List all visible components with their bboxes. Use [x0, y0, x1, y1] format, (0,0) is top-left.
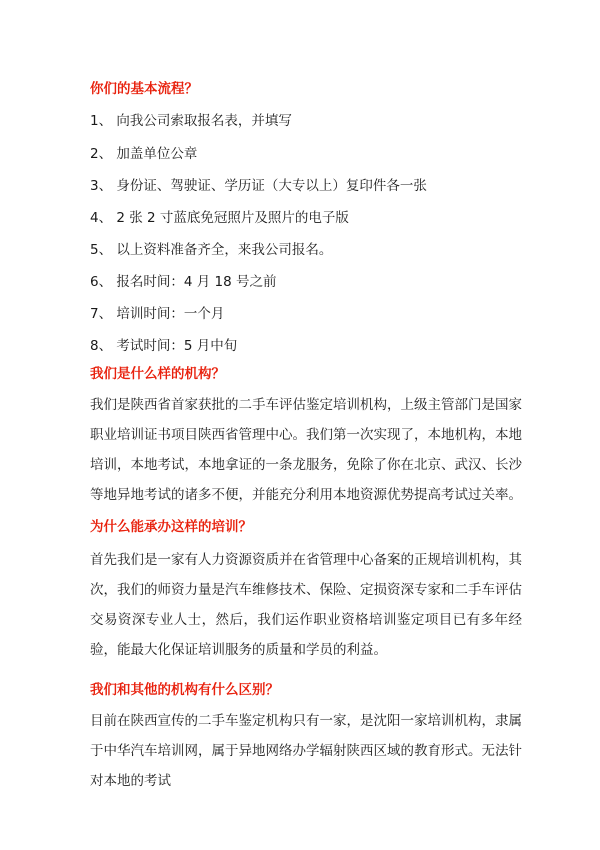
process-step-2: 2、 加盖单位公章 [90, 146, 198, 162]
section-body-difference: 目前在陕西宣传的二手车鉴定机构只有一家，是沈阳一家培训机构，隶属于中华汽车培训网，属于异地网络办学辐射陕西区域的教育形式。无法针对本地的考试 [90, 713, 522, 789]
section-heading-difference: 我们和其他的机构有什么区别？ [90, 682, 279, 698]
process-step-7: 7、 培训时间：一个月 [90, 306, 225, 322]
process-step-3: 3、 身份证、驾驶证、学历证（大专以上）复印件各一张 [90, 178, 427, 194]
process-step-5: 5、 以上资料准备齐全，来我公司报名。 [90, 242, 333, 258]
process-step-4: 4、 2 张 2 寸蓝底免冠照片及照片的电子版 [90, 210, 349, 226]
process-step-6: 6、 报名时间：4 月 18 号之前 [90, 274, 277, 290]
process-step-8: 8、 考试时间：5 月中旬 [90, 338, 238, 354]
section-heading-what-institution: 我们是什么样的机构？ [90, 366, 225, 382]
process-step-1: 1、 向我公司索取报名表，并填写 [90, 113, 292, 129]
section-heading-basic-process: 你们的基本流程？ [90, 81, 198, 97]
section-body-what-institution: 我们是陕西省首家获批的二手车评估鉴定培训机构，上级主管部门是国家职业培训证书项目陕西省管理中心。我们第一次实现了，本地机构，本地培训，本地考试，本地拿证的一条龙服务，免除了你在北京、武汉、长沙等地异地考试的诸多不便，并能充分利用本地资源优势提高考试过关率。 [90, 397, 522, 503]
section-heading-why-qualified: 为什么能承办这样的培训？ [90, 519, 252, 535]
section-body-why-qualified: 首先我们是一家有人力资源资质并在省管理中心备案的正规培训机构，其次，我们的师资力量是汽车维修技术、保险、定损资深专家和二手车评估交易资深专业人士，然后，我们运作职业资格培训鉴定项目已有多年经验，能最大化保证培训服务的质量和学员的利益。 [90, 552, 522, 658]
